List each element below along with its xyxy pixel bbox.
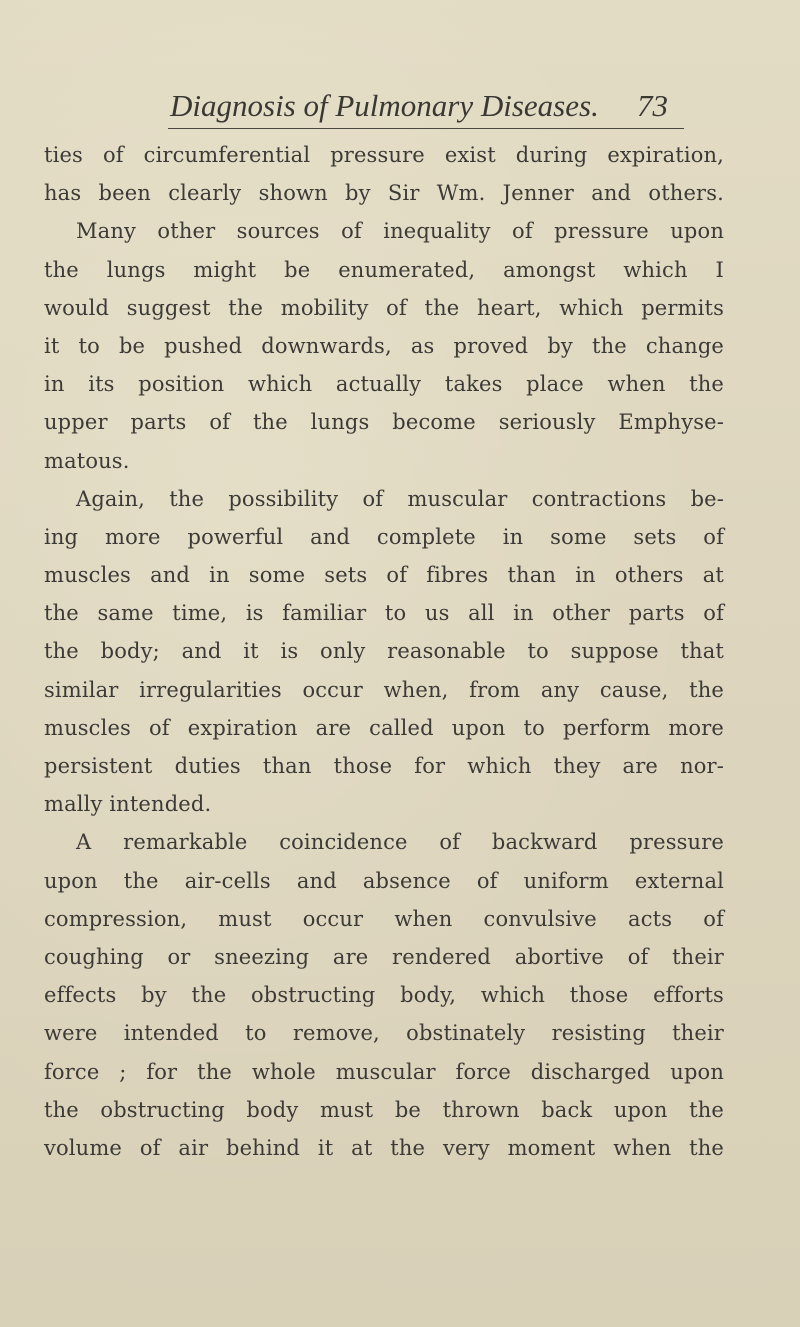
paragraph-start-line: Again, the possibility of muscular contractions be- xyxy=(76,486,724,511)
text-line: the same time, is familiar to us all in other parts of xyxy=(44,601,724,626)
text-line: were intended to remove, obstinately resisting their xyxy=(44,1021,724,1046)
paragraph-start-line: Many other sources of inequality of pressure upon xyxy=(76,219,724,244)
text-line: compression, must occur when convulsive acts of xyxy=(44,906,724,931)
text-line: the lungs might be enumerated, amongst which I xyxy=(44,257,724,282)
text-line: the body; and it is only reasonable to suppose that xyxy=(44,639,724,664)
running-title: Diagnosis of Pulmonary Diseases. xyxy=(170,88,599,123)
text-line: it to be pushed downwards, as proved by the change xyxy=(44,333,724,358)
page-number: 73 xyxy=(637,88,668,123)
text-line: muscles of expiration are called upon to perform more xyxy=(44,715,724,740)
text-line: ing more powerful and complete in some sets of xyxy=(44,524,724,549)
text-line: upon the air-cells and absence of uniform external xyxy=(44,868,724,893)
paragraph-start-line: A remarkable coincidence of backward pressure xyxy=(76,830,724,855)
text-line: effects by the obstructing body, which those efforts xyxy=(44,983,724,1008)
text-line: ties of circumferential pressure exist during expiration, xyxy=(44,143,724,167)
text-line: upper parts of the lungs become seriously Emphyse- xyxy=(44,410,724,435)
text-line: coughing or sneezing are rendered abortive of their xyxy=(44,944,724,969)
text-line: force ; for the whole muscular force discharged upon xyxy=(44,1059,724,1084)
text-line: has been clearly shown by Sir Wm. Jenner and others. xyxy=(44,181,724,206)
text-line: in its position which actually takes place when the xyxy=(44,372,724,397)
body-text xyxy=(44,136,724,1167)
text-line: muscles and in some sets of fibres than in others at xyxy=(44,563,724,588)
text-line: similar irregularities occur when, from any cause, the xyxy=(44,677,724,702)
text-line: persistent duties than those for which they are nor- xyxy=(44,754,724,778)
text-line: would suggest the mobility of the heart, which permits xyxy=(44,295,724,320)
text-line: the obstructing body must be thrown back upon the xyxy=(44,1097,724,1122)
header-rule xyxy=(168,128,684,129)
text-line: volume of air behind it at the very moment when the xyxy=(44,1135,724,1160)
paragraph-end-line: matous. xyxy=(44,448,130,473)
paragraph-end-line: mally intended. xyxy=(44,792,212,817)
